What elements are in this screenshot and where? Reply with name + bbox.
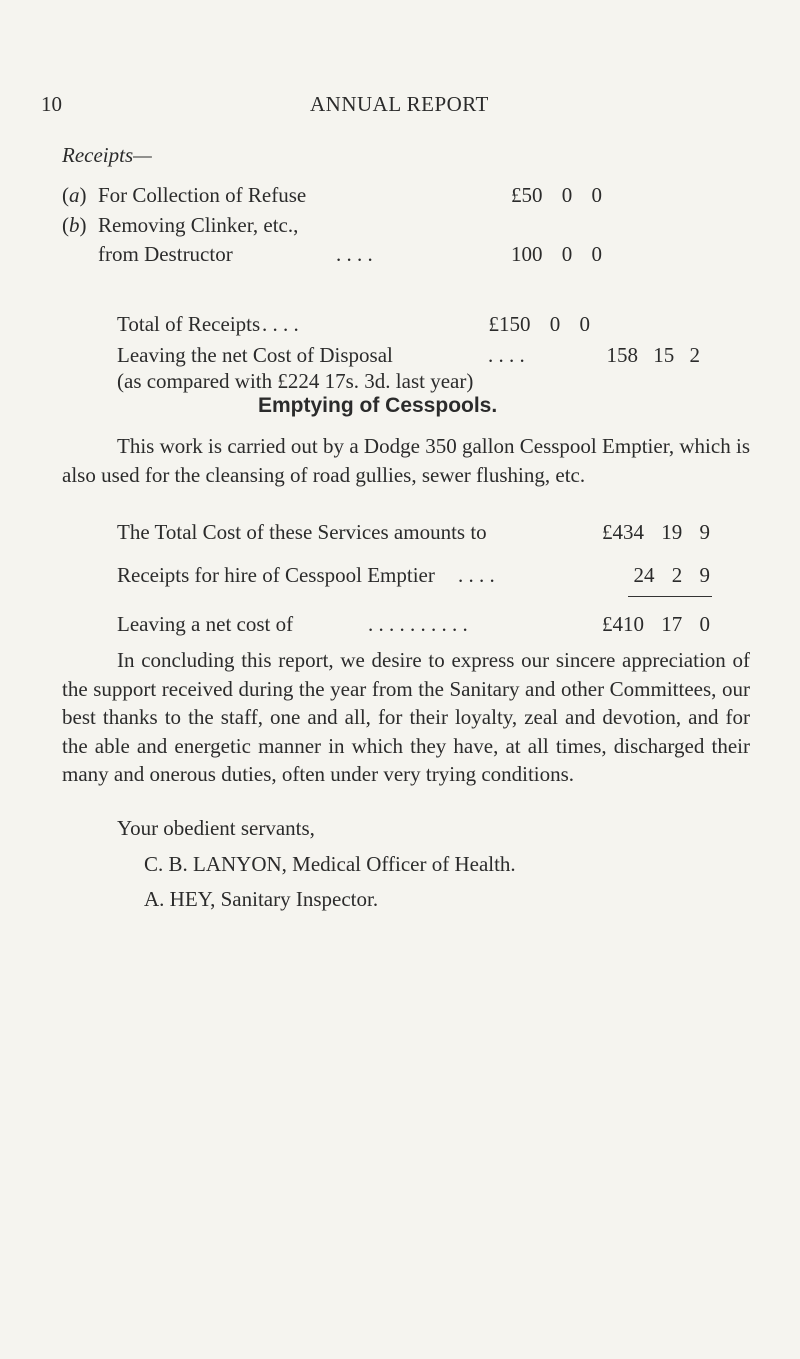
signatory-sanitary-inspector: A. HEY, Sanitary Inspector. xyxy=(144,887,379,911)
page-number: 10 xyxy=(41,92,62,116)
cesspool-description: This work is carried out by a Dodge 350 gallon Cesspool Emptier, which is also used for the cleansing of road gullies, sewer flushing, etc. xyxy=(62,434,750,487)
total-cost-amount: £434 19 9 xyxy=(602,520,710,544)
receipt-item-b: (b) xyxy=(62,213,87,237)
receipt-item-a-amount: £50 0 0 xyxy=(511,183,602,207)
net-cost-amount: £410 17 0 xyxy=(602,612,710,636)
leader-dots: . . . . xyxy=(336,242,373,266)
receipt-item-a: (a) xyxy=(62,183,87,207)
hire-receipts-label: Receipts for hire of Cesspool Emptier xyxy=(117,563,435,587)
receipt-item-b-text2: from Destructor xyxy=(98,242,233,266)
net-disposal-amount: 158 15 2 xyxy=(606,343,700,367)
sum-rule xyxy=(628,596,712,597)
item-marker: b xyxy=(69,213,80,237)
leader-dots: . . . . xyxy=(488,343,525,367)
item-marker: a xyxy=(69,183,80,207)
receipt-item-b-amount: 100 0 0 xyxy=(511,242,602,266)
leader-dots: . . . . xyxy=(262,312,299,336)
total-receipts-amount: £150 0 0 xyxy=(488,312,590,336)
net-disposal-label: Leaving the net Cost of Disposal xyxy=(117,343,393,367)
signatory-medical-officer: C. B. LANYON, Medical Officer of Health. xyxy=(144,852,516,876)
total-receipts-label: Total of Receipts xyxy=(117,312,261,336)
closing-paragraph: In concluding this report, we desire to express our sincere appreciation of the support received during the year from the Sanitary and other Committees, our best thanks to the staff, one and all, for their loyalty, zeal and devotion, and for the able and energetic manner in which they have, at all times, discharged their many and onerous duties, often under very trying conditions. xyxy=(62,648,750,786)
running-title: ANNUAL REPORT xyxy=(310,92,489,116)
leader-dots: . . . . . . . . . . xyxy=(368,612,468,636)
receipt-item-a-text: For Collection of Refuse xyxy=(98,183,307,207)
net-disposal-comparison: (as compared with £224 17s. 3d. last year) xyxy=(117,369,474,393)
salutation: Your obedient servants, xyxy=(117,816,315,840)
section-heading: Emptying of Cesspools. xyxy=(258,394,498,417)
hire-receipts-amount: 24 2 9 xyxy=(633,563,710,587)
total-cost-label: The Total Cost of these Services amounts to xyxy=(117,520,487,544)
net-cost-label: Leaving a net cost of xyxy=(117,612,294,636)
receipts-label: Receipts— xyxy=(62,143,152,167)
leader-dots: . . . . xyxy=(458,563,495,587)
receipt-item-b-text: Removing Clinker, etc., xyxy=(98,213,299,237)
